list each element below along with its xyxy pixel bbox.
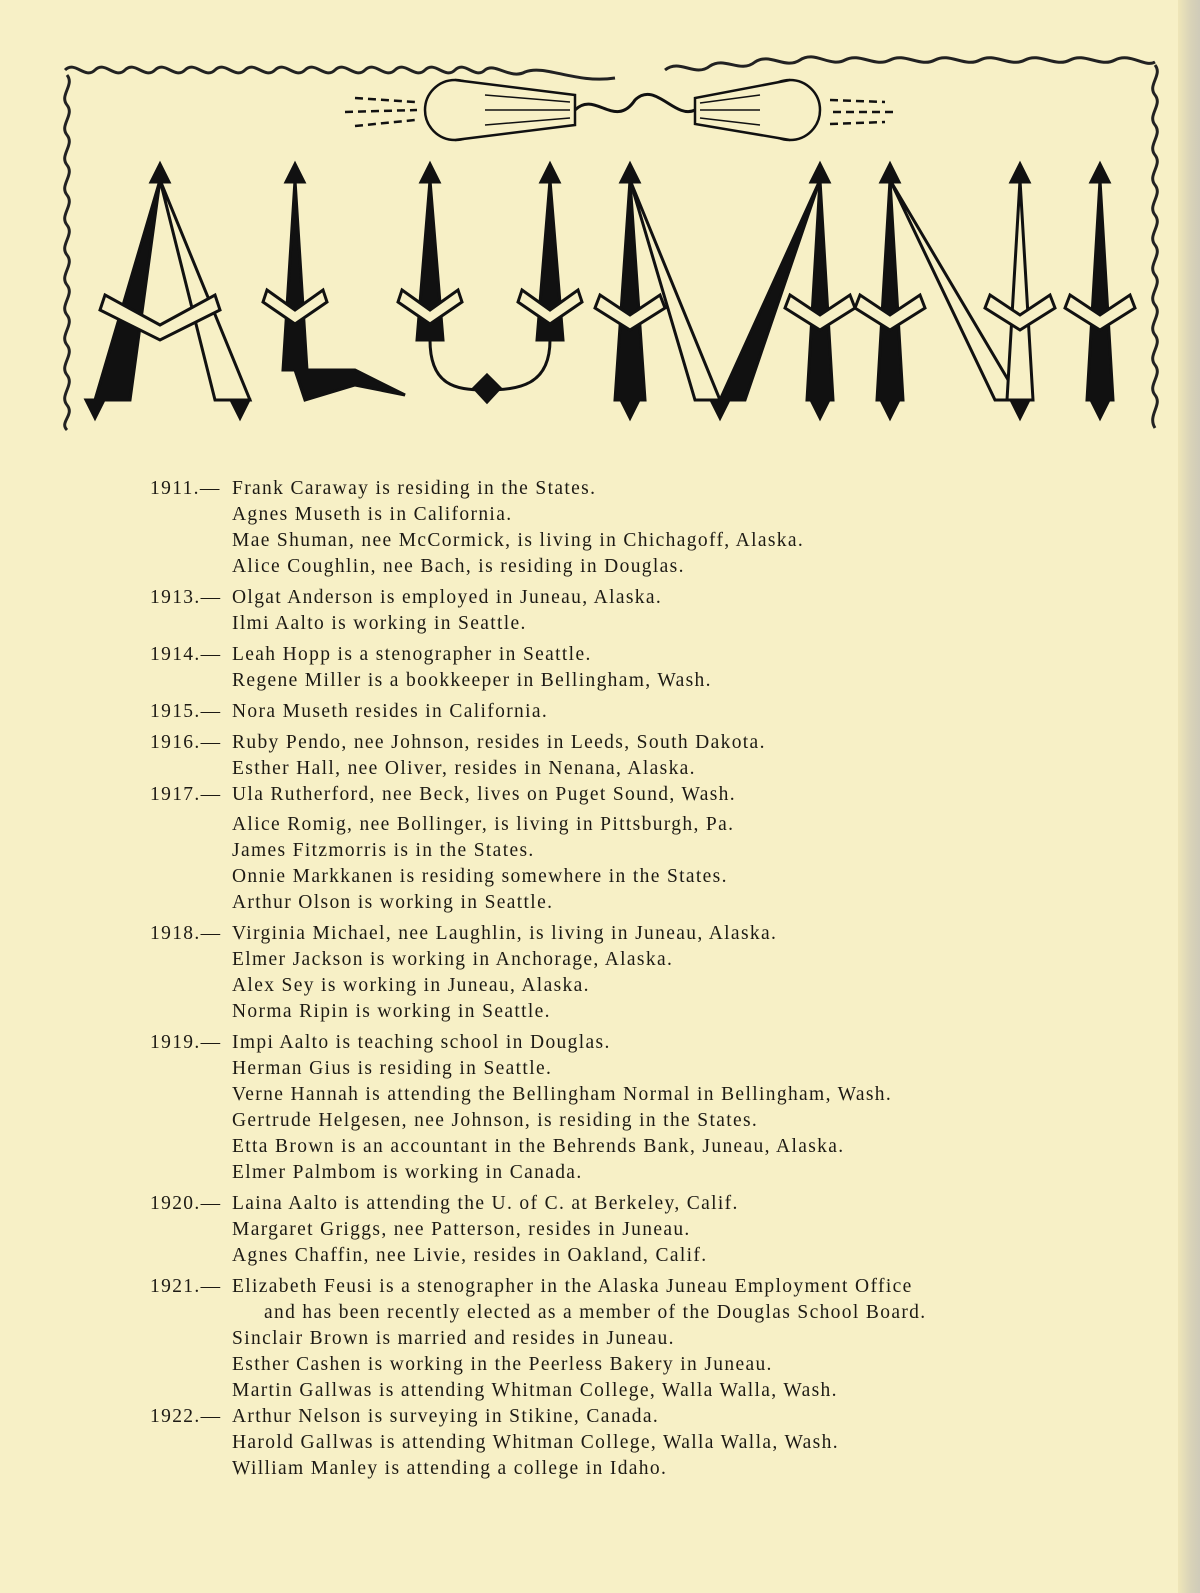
alumni-entry: Nora Museth resides in California. — [232, 701, 549, 722]
alumni-entry: Verne Hannah is attending the Bellingham Normal in Bellingham, Wash. — [232, 1084, 893, 1105]
alumni-entry: Elizabeth Feusi is a stenographer in the Alaska Juneau Employment Office — [232, 1276, 913, 1297]
year-group-1917 — [0, 782, 1180, 916]
year-label: 1921.— — [150, 1276, 222, 1297]
year-label: 1913.— — [150, 587, 222, 608]
alumni-entry: Mae Shuman, nee McCormick, is living in Chichagoff, Alaska. — [232, 530, 805, 551]
year-group-1913 — [0, 585, 1180, 637]
year-label: 1917.— — [150, 784, 222, 805]
letter-l — [263, 164, 405, 400]
year-group-1918 — [0, 921, 1180, 1025]
letter-u — [398, 164, 582, 402]
letter-i — [1065, 164, 1135, 418]
year-label: 1919.— — [150, 1032, 222, 1053]
year-label: 1914.— — [150, 644, 222, 665]
year-label: 1915.— — [150, 701, 222, 722]
alumni-entry: William Manley is attending a college in Idaho. — [232, 1458, 668, 1479]
alumni-entry: Laina Aalto is attending the U. of C. at Berkeley, Calif. — [232, 1193, 739, 1214]
alumni-list — [0, 476, 1180, 1487]
year-label: 1918.— — [150, 923, 222, 944]
year-group-1922 — [0, 1404, 1180, 1482]
alumni-entry: Frank Caraway is residing in the States. — [232, 478, 597, 499]
year-group-1911 — [0, 476, 1180, 580]
alumni-entry: Sinclair Brown is married and resides in Juneau. — [232, 1328, 675, 1349]
alumni-entry: Esther Hall, nee Oliver, resides in Nenana, Alaska. — [232, 758, 696, 779]
alumni-entry: Leah Hopp is a stenographer in Seattle. — [232, 644, 592, 665]
year-label: 1922.— — [150, 1406, 222, 1427]
year-group-1916 — [0, 730, 1180, 782]
alumni-entry: Elmer Palmbom is working in Canada. — [232, 1162, 583, 1183]
year-group-1915 — [0, 699, 1180, 725]
alumni-entry: Ula Rutherford, nee Beck, lives on Puget Sound, Wash. — [232, 784, 736, 805]
alumni-entry: Norma Ripin is working in Seattle. — [232, 1001, 551, 1022]
alumni-entry: Elmer Jackson is working in Anchorage, Alaska. — [232, 949, 674, 970]
year-group-1920 — [0, 1191, 1180, 1269]
year-label: 1920.— — [150, 1193, 222, 1214]
year-label: 1916.— — [150, 732, 222, 753]
alumni-entry: Martin Gallwas is attending Whitman College, Walla Walla, Wash. — [232, 1380, 838, 1401]
alumni-entry: Arthur Nelson is surveying in Stikine, Canada. — [232, 1406, 660, 1427]
alumni-entry: Harold Gallwas is attending Whitman College, Walla Walla, Wash. — [232, 1432, 839, 1453]
comet-left — [345, 80, 575, 140]
alumni-entry: Ruby Pendo, nee Johnson, resides in Leeds, South Dakota. — [232, 732, 766, 753]
year-group-1919 — [0, 1030, 1180, 1186]
alumni-entry: Virginia Michael, nee Laughlin, is living in Juneau, Alaska. — [232, 923, 778, 944]
alumni-entry: Alice Coughlin, nee Bach, is residing in Douglas. — [232, 556, 685, 577]
page-edge — [1178, 0, 1200, 1593]
year-label: 1911.— — [150, 478, 221, 499]
alumni-entry: Alice Romig, nee Bollinger, is living in Pittsburgh, Pa. — [232, 814, 735, 835]
alumni-entry: Onnie Markkanen is residing somewhere in the States. — [232, 866, 728, 887]
alumni-entry: Arthur Olson is working in Seattle. — [232, 892, 554, 913]
alumni-entry: James Fitzmorris is in the States. — [232, 840, 535, 861]
alumni-entry: Agnes Museth is in California. — [232, 504, 513, 525]
alumni-entry: Impi Aalto is teaching school in Douglas. — [232, 1032, 611, 1053]
alumni-entry: Etta Brown is an accountant in the Behrends Bank, Juneau, Alaska. — [232, 1136, 845, 1157]
alumni-entry: Herman Gius is residing in Seattle. — [232, 1058, 553, 1079]
letter-n — [855, 164, 1055, 418]
alumni-entry: Esther Cashen is working in the Peerless Bakery in Juneau. — [232, 1354, 773, 1375]
alumni-entry-continuation: and has been recently elected as a member of the Douglas School Board. — [264, 1302, 927, 1323]
alumni-entry: Gertrude Helgesen, nee Johnson, is residing in the States. — [232, 1110, 759, 1131]
alumni-heading-art — [55, 40, 1170, 440]
alumni-entry: Regene Miller is a bookkeeper in Bellingham, Wash. — [232, 670, 712, 691]
alumni-entry: Olgat Anderson is employed in Juneau, Alaska. — [232, 587, 663, 608]
alumni-entry: Alex Sey is working in Juneau, Alaska. — [232, 975, 590, 996]
comet-center-flourish — [575, 94, 695, 111]
alumni-entry: Agnes Chaffin, nee Livie, resides in Oakland, Calif. — [232, 1245, 708, 1266]
alumni-entry: Ilmi Aalto is working in Seattle. — [232, 613, 527, 634]
alumni-entry: Margaret Griggs, nee Patterson, resides in Juneau. — [232, 1219, 691, 1240]
letter-a — [86, 164, 250, 418]
year-group-1921 — [0, 1274, 1180, 1404]
year-group-1914 — [0, 642, 1180, 694]
comet-right — [695, 80, 895, 140]
letter-m — [595, 164, 855, 418]
